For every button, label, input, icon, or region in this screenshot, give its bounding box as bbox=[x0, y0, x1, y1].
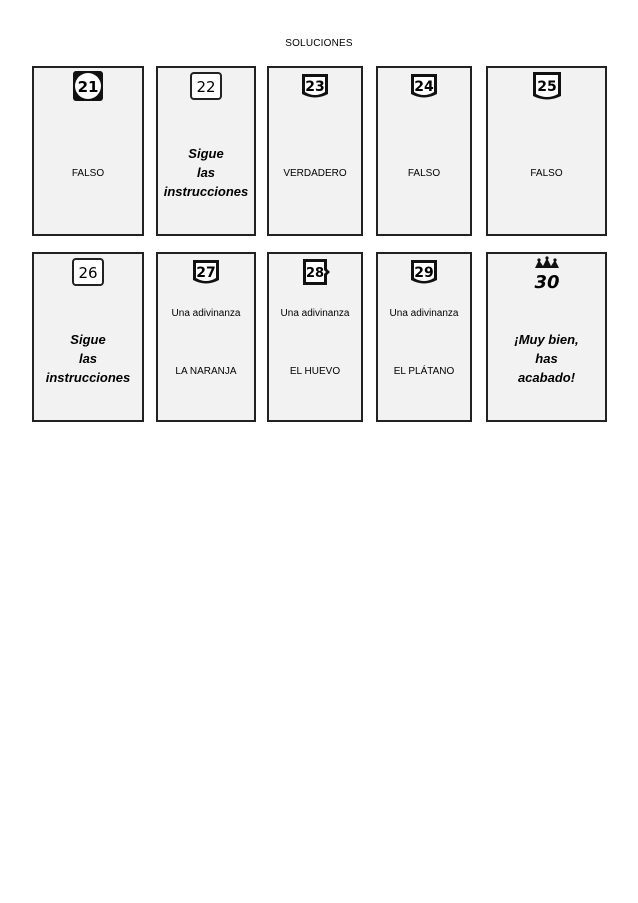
answer-text: EL HUEVO bbox=[289, 366, 341, 377]
circle-number-icon bbox=[72, 70, 104, 102]
state-number-icon bbox=[299, 256, 331, 288]
instruction-text: Sigue las instrucciones bbox=[163, 146, 249, 199]
answer-text: FALSO bbox=[530, 168, 563, 179]
solution-card-25 bbox=[486, 66, 607, 236]
hint-text: Una adivinanza bbox=[171, 308, 241, 319]
svg-text:29: 29 bbox=[414, 265, 434, 281]
shield-number-icon bbox=[531, 70, 563, 102]
congrats-text: ¡Muy bien, has acabado! bbox=[514, 332, 579, 385]
svg-text:30: 30 bbox=[533, 272, 560, 292]
solution-card-30 bbox=[486, 252, 607, 422]
answer-text: EL PLÁTANO bbox=[393, 366, 455, 377]
svg-text:23: 23 bbox=[305, 79, 325, 95]
svg-text:27: 27 bbox=[196, 265, 216, 281]
shield-number-icon bbox=[299, 70, 331, 102]
square-number-icon bbox=[72, 256, 104, 288]
page-title: SOLUCIONES bbox=[285, 38, 353, 49]
svg-text:22: 22 bbox=[196, 78, 216, 96]
solution-card-27 bbox=[156, 252, 256, 422]
svg-text:25: 25 bbox=[536, 79, 557, 95]
solution-card-21 bbox=[32, 66, 144, 236]
shield-number-icon bbox=[190, 256, 222, 288]
solution-card-28 bbox=[267, 252, 363, 422]
shield-number-icon bbox=[408, 70, 440, 102]
svg-text:28: 28 bbox=[305, 266, 325, 281]
instruction-text: Sigue las instrucciones bbox=[45, 332, 131, 385]
solution-card-24 bbox=[376, 66, 472, 236]
hint-text: Una adivinanza bbox=[280, 308, 350, 319]
shield-number-icon bbox=[408, 256, 440, 288]
solution-card-23 bbox=[267, 66, 363, 236]
square-number-icon bbox=[190, 70, 222, 102]
svg-text:26: 26 bbox=[78, 264, 98, 282]
svg-text:24: 24 bbox=[414, 79, 434, 95]
hint-text: Una adivinanza bbox=[389, 308, 459, 319]
solution-card-22 bbox=[156, 66, 256, 236]
solution-card-26 bbox=[32, 252, 144, 422]
answer-text: FALSO bbox=[71, 168, 105, 179]
answer-text: VERDADERO bbox=[283, 168, 347, 179]
answer-text: LA NARANJA bbox=[175, 366, 237, 377]
solution-card-29 bbox=[376, 252, 472, 422]
svg-text:21: 21 bbox=[77, 78, 99, 96]
crown-number-icon bbox=[529, 256, 565, 292]
answer-text: FALSO bbox=[407, 168, 441, 179]
